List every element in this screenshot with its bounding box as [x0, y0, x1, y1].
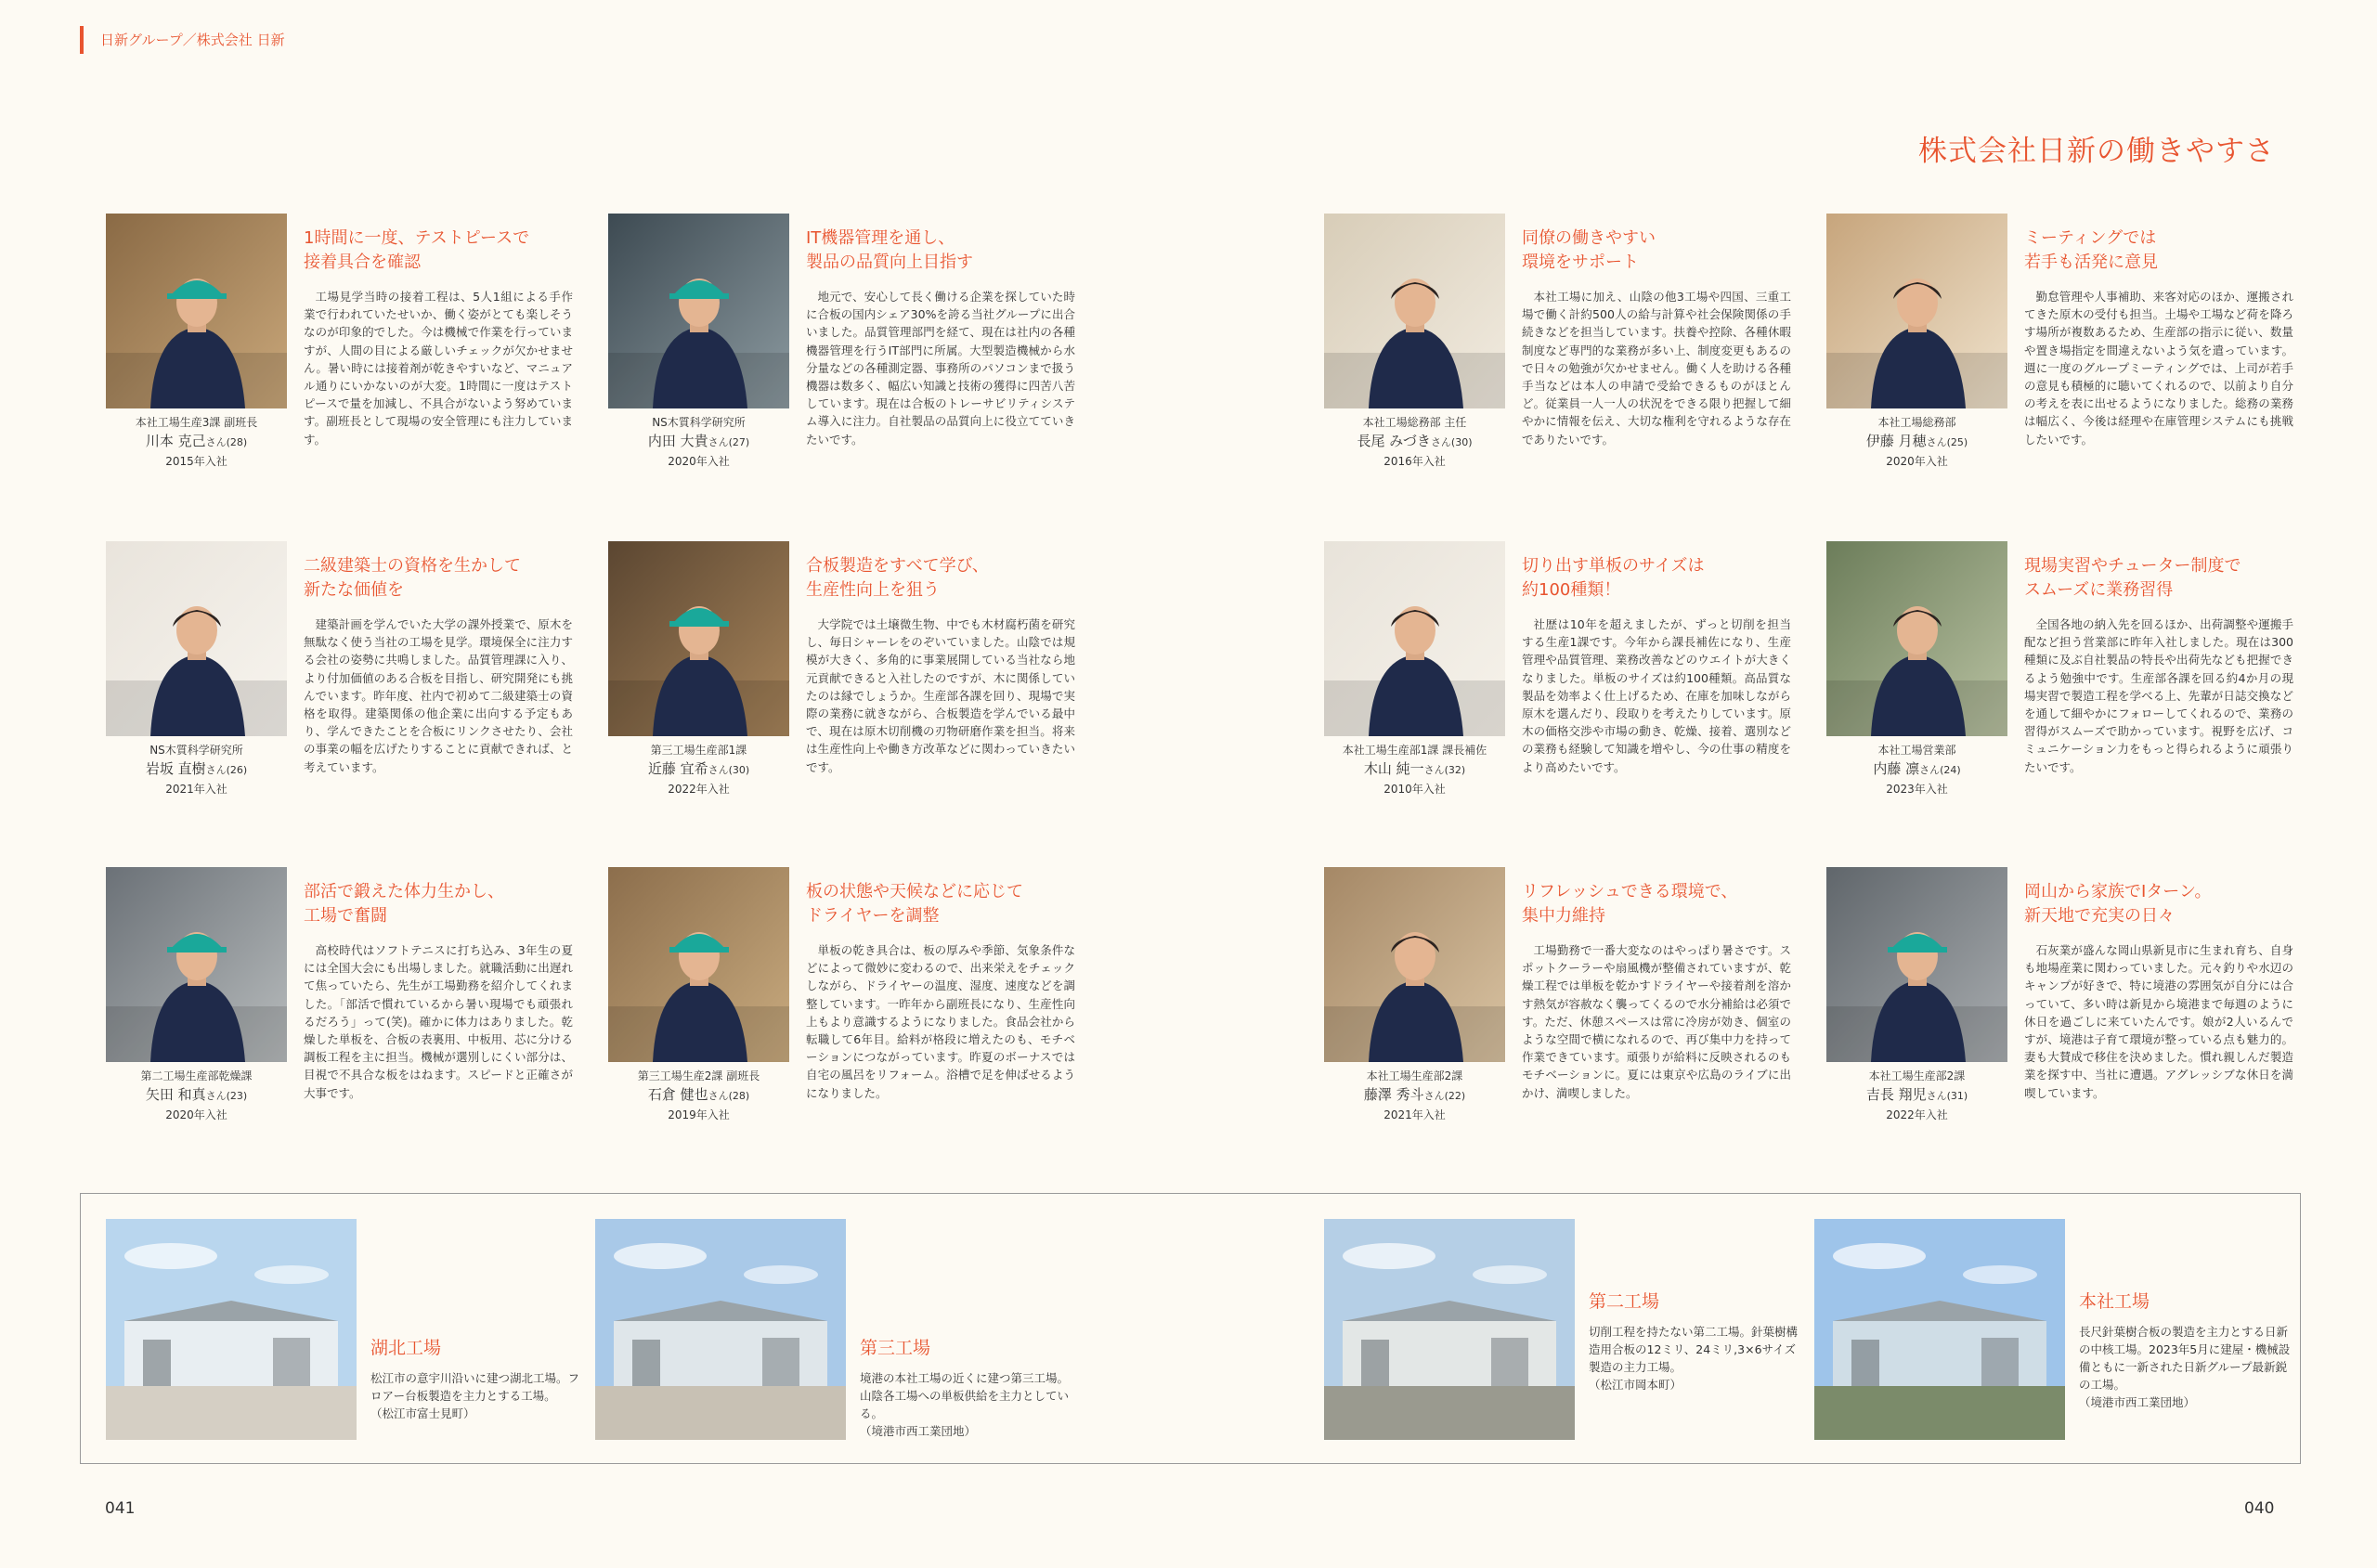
staff-age: さん(31): [1926, 1090, 1968, 1102]
facility-address: （境港市西工業団地）: [2079, 1395, 2196, 1409]
staff-info: [608, 414, 789, 470]
staff-photo: [106, 214, 287, 408]
facility-description: 切削工程を持たない第二工場。針葉樹構造用合板の12ミリ、24ミリ,3×6サイズ製造の主力工場。: [1589, 1325, 1799, 1374]
facility-address: （境港市西工業団地）: [860, 1424, 977, 1438]
staff-info: [106, 742, 287, 797]
staff-join-year: 2016年入社: [1383, 455, 1446, 468]
staff-join-year: 2020年入社: [1886, 455, 1948, 468]
staff-card: [1826, 867, 2291, 1164]
staff-card: [1826, 214, 2291, 511]
staff-heading: リフレッシュできる環境で、 集中力維持: [1522, 882, 1738, 926]
staff-photo: [106, 541, 287, 736]
staff-age: さん(32): [1423, 764, 1466, 776]
staff-name: 内藤 凛さん(24): [1873, 760, 1961, 777]
staff-join-year: 2021年入社: [1383, 1108, 1446, 1121]
facility-name: 湖北工場: [370, 1338, 442, 1358]
staff-body: 石灰業が盛んな岡山県新見市に生まれ育ち、自身も地場産業に関わっていました。元々釣りや水辺のキャンプが好きで、特に境港の雰囲気が自分には合っていて、多い時は新見から境港まで毎週のように休日を過ごしに来ていたんです。娘が2人いるんですが、境港は子育て環境が整っている点も魅力的。妻も大賛成で移住を決めました。慣れ親しんだ製造業を探す中、当社に遭遇。アグレッシブな休日を満喫しています。: [2024, 943, 2293, 1100]
staff-heading: 板の状態や天候などに応じて ドライヤーを調整: [806, 882, 1023, 926]
staff-name: 藤澤 秀斗さん(22): [1363, 1086, 1466, 1103]
facility-photo: [1324, 1219, 1575, 1440]
staff-info: [106, 414, 287, 470]
facility-description: 松江市の意宇川沿いに建つ湖北工場。フロアー台板製造を主力とする工場。: [370, 1371, 580, 1403]
facility: [1814, 1219, 2297, 1442]
staff-info: [1826, 742, 2007, 797]
staff-age: さん(28): [205, 436, 248, 448]
staff-age: さん(24): [1919, 764, 1961, 776]
staff-role: 本社工場生産部1課 課長補佐: [1342, 744, 1487, 757]
staff-name: 岩坂 直樹さん(26): [145, 760, 248, 777]
page-title: 株式会社日新の働きやすさ: [1918, 135, 2275, 168]
staff-role: 第三工場生産2課 副班長: [637, 1069, 760, 1082]
staff-body: 高校時代はソフトテニスに打ち込み、3年生の夏には全国大会にも出場しました。就職活動に出遅れて焦っていたら、先生が工場勤務を紹介してくれました。「部活で慣れているから暑い現場でも頑張れるだろう」って(笑)。確かに体力はありました。乾燥した単板を、合板の表裏用、中板用、芯に分ける調板工程を主に担当。機械が選別しにくい部分は、目視で不具合な板をはねます。スピードと正確さが大事です。: [304, 943, 573, 1100]
staff-role: NS木質科学研究所: [652, 416, 746, 429]
staff-card: [608, 867, 1075, 1164]
staff-heading: 部活で鍛えた体力生かし、 工場で奮闘: [304, 882, 504, 926]
staff-role: 第三工場生産部1課: [650, 744, 747, 757]
staff-join-year: 2020年入社: [668, 455, 730, 468]
staff-age: さん(27): [708, 436, 750, 448]
staff-card: [106, 214, 573, 511]
page-number-left: 041: [105, 1499, 136, 1518]
staff-join-year: 2015年入社: [165, 455, 227, 468]
facility-photo: [595, 1219, 846, 1440]
page-number-right: 040: [2244, 1499, 2275, 1518]
staff-name: 木山 純一さん(32): [1363, 760, 1466, 777]
staff-photo: [608, 541, 789, 736]
facility-description: 長尺針葉樹合板の製造を主力とする日新の中核工場。2023年5月に建屋・機械設備ともに一新された日新グループ最新鋭の工場。: [2079, 1325, 2291, 1392]
facility-name: 本社工場: [2079, 1291, 2150, 1312]
facility: [1324, 1219, 1807, 1442]
staff-name: 吉長 翔児さん(31): [1865, 1086, 1968, 1103]
staff-role: NS木質科学研究所: [149, 744, 243, 757]
staff-join-year: 2022年入社: [668, 783, 730, 796]
staff-join-year: 2010年入社: [1383, 783, 1446, 796]
staff-heading: 現場実習やチューター制度で スムーズに業務習得: [2024, 556, 2241, 600]
facility-description: 境港の本社工場の近くに建つ第三工場。山陰各工場への単板供給を主力としている。: [860, 1371, 1070, 1420]
staff-join-year: 2023年入社: [1886, 783, 1948, 796]
staff-info: [1324, 742, 1505, 797]
staff-info: [106, 1068, 287, 1123]
staff-role: 本社工場総務部: [1877, 416, 1956, 429]
staff-name: 伊藤 月穂さん(25): [1865, 433, 1968, 449]
staff-card: [106, 867, 573, 1164]
staff-info: [1826, 414, 2007, 470]
facility-photo: [1814, 1219, 2065, 1440]
staff-role: 本社工場生産3課 副班長: [135, 416, 258, 429]
staff-age: さん(26): [205, 764, 248, 776]
staff-name: 内田 大貴さん(27): [647, 433, 750, 449]
facility: [106, 1219, 589, 1442]
staff-join-year: 2022年入社: [1886, 1108, 1948, 1121]
staff-role: 第二工場生産部乾燥課: [140, 1069, 253, 1082]
staff-card: [608, 214, 1075, 511]
staff-heading: 二級建築士の資格を生かして 新たな価値を: [304, 556, 521, 600]
staff-heading: ミーティングでは 若手も活発に意見: [2024, 228, 2158, 272]
staff-role: 本社工場生産部2課: [1366, 1069, 1463, 1082]
staff-card: [1324, 214, 1791, 511]
staff-photo: [1324, 214, 1505, 408]
facility-name: 第三工場: [860, 1338, 931, 1358]
staff-age: さん(30): [708, 764, 750, 776]
staff-photo: [1826, 541, 2007, 736]
staff-age: さん(25): [1926, 436, 1968, 448]
staff-name: 石倉 健也さん(28): [647, 1086, 750, 1103]
staff-photo: [608, 214, 789, 408]
facility-address: （松江市岡本町）: [1589, 1378, 1682, 1392]
staff-heading: 岡山から家族でIターン。 新天地で充実の日々: [2024, 882, 2212, 926]
staff-photo: [1324, 541, 1505, 736]
staff-card: [1324, 541, 1791, 838]
staff-card: [608, 541, 1075, 838]
staff-heading: IT機器管理を通し、 製品の品質向上目指す: [806, 228, 973, 272]
facility-photo: [106, 1219, 357, 1440]
staff-card: [1826, 541, 2291, 838]
staff-info: [608, 742, 789, 797]
staff-body: 勤怠管理や人事補助、来客対応のほか、運搬されてきた原木の受付も担当。土場や工場など荷を降ろす場所が複数あるため、生産部の指示に従い、数量や置き場指定を間違えないよう気を遣っています。週に一度のグループミーティングでは、上司が若手の意見も積極的に聴いてくれるので、以前より自分の考えを表に出せるようになりました。総務の業務は幅広く、今後は経理や在庫管理システムにも挑戦したいです。: [2024, 290, 2293, 447]
staff-heading: 合板製造をすべて学び、 生産性向上を狙う: [806, 556, 989, 600]
staff-name: 矢田 和真さん(23): [145, 1086, 248, 1103]
staff-body: 全国各地の納入先を回るほか、出荷調整や運搬手配など担う営業部に昨年入社しました。現在は300種類に及ぶ自社製品の特長や出荷先なども把握できるよう勉強中です。生産部各課を回る約4か月の現場実習で製造工程を学べる上、先輩が日誌交換などを通して細やかにフォローしてくれるので、業務の習得がスムーズで助かっています。視野を広げ、コミュニケーション力をもっと得られるように頑張りたいです。: [2024, 617, 2293, 774]
facility-address: （松江市富士見町）: [370, 1406, 475, 1420]
staff-photo: [1826, 214, 2007, 408]
staff-info: [1324, 414, 1505, 470]
staff-photo: [1324, 867, 1505, 1062]
staff-photo: [106, 867, 287, 1062]
staff-age: さん(28): [708, 1090, 750, 1102]
staff-join-year: 2021年入社: [165, 783, 227, 796]
staff-name: 川本 克己さん(28): [145, 433, 248, 449]
staff-name: 近藤 宜希さん(30): [647, 760, 750, 777]
staff-body: 工場見学当時の接着工程は、5人1組による手作業で行われていたせいか、働く姿がとても楽しそうなのが印象的でした。今は機械で作業を行っていますが、人間の目による厳しいチェックが欠かせません。暑い時には接着剤が乾きやすいなど、マニュアル通りにいかないのが大変。1時間に一度はテストピースで量を加減し、不具合がないよう努めています。副班長として現場の安全管理にも注力しています。: [304, 290, 573, 447]
staff-card: [106, 541, 573, 838]
staff-body: 地元で、安心して長く働ける企業を探していた時に合板の国内シェア30%を誇る当社グループに出合いました。品質管理部門を経て、現在は社内の各種機器管理を行うIT部門に所属。大型製造機械から水分量などの各種測定器、事務所のパソコンまで扱う機器は数多く、幅広い知識と技術の獲得に四苦八苦しています。現在は合板のトレーサビリティシステム導入に注力。自社製品の品質向上に役立てていきたいです。: [806, 290, 1075, 447]
staff-role: 本社工場生産部2課: [1868, 1069, 1966, 1082]
staff-body: 単板の乾き具合は、板の厚みや季節、気象条件などによって微妙に変わるので、出来栄えをチェックしながら、ドライヤーの温度、湿度、速度などを調整しています。一昨年から副班長になり、生産性向上もより意識するようになりました。食品会社から転職して6年目。給料が格段に増えたのも、モチベーションにつながっています。昨夏のボーナスでは自宅の風呂をリフォーム。浴槽で足を伸ばせるようになりました。: [806, 943, 1075, 1100]
staff-join-year: 2020年入社: [165, 1108, 227, 1121]
staff-join-year: 2019年入社: [668, 1108, 730, 1121]
staff-age: さん(30): [1430, 436, 1473, 448]
staff-heading: 1時間に一度、テストピースで 接着具合を確認: [304, 228, 530, 272]
staff-role: 本社工場総務部 主任: [1362, 416, 1467, 429]
facility-name: 第二工場: [1589, 1291, 1660, 1312]
staff-info: [608, 1068, 789, 1123]
staff-body: 本社工場に加え、山陰の他3工場や四国、三重工場で働く計約500人の給与計算や社会保険関係の手続きなどを担当しています。扶養や控除、各種休暇制度など専門的な業務が多い上、制度変更もあるので日々の勉強が欠かせません。働く人を助ける各種手当などは本人の申請で受給できるものがほとんど。従業員一人一人の状況をできる限り把握して細やかに情報を伝え、大切な権利を守れるような存在でありたいです。: [1522, 290, 1791, 447]
staff-info: [1324, 1068, 1505, 1123]
staff-photo: [608, 867, 789, 1062]
staff-body: 工場勤務で一番大変なのはやっぱり暑さです。スポットクーラーや扇風機が整備されていますが、乾燥工程では単板を乾かすドライヤーや接着剤を溶かす熱気が容赦なく襲ってくるので水分補給は必須です。ただ、休憩スペースは常に冷房が効き、個室のような空間で横になれるので、再び集中力を持って作業できています。頑張りが給料に反映されるのもモチベーションに。夏には東京や広島のライブに出かけ、満喫しました。: [1522, 943, 1791, 1100]
staff-body: 建築計画を学んでいた大学の課外授業で、原木を無駄なく使う当社の工場を見学。環境保全に注力する会社の姿勢に共鳴しました。品質管理課に入り、より付加価値のある合板を目指し、研究開発にも挑んでいます。昨年度、社内で初めて二級建築士の資格を取得。建築関係の他企業に出向する予定もあり、学んできたことを合板にリンクさせたり、会社の事業の幅を広げたりすることに貢献できれば、と考えています。: [304, 617, 573, 774]
staff-body: 社歴は10年を超えましたが、ずっと切削を担当する生産1課です。今年から課長補佐になり、生産管理や品質管理、業務改善などのウエイトが大きくなりました。単板のサイズは約100種類。高品質な製品を効率よく仕上げるため、在庫を加味しながら原木を選んだり、段取りを考えたりしています。原木の価格交渉や市場の動き、乾燥、接着、選別などの業務も経験して知識を増やし、今の仕事の精度をより高めたいです。: [1522, 617, 1791, 774]
staff-info: [1826, 1068, 2007, 1123]
staff-role: 本社工場営業部: [1877, 744, 1956, 757]
staff-body: 大学院では土壌微生物、中でも木材腐朽菌を研究し、毎日シャーレをのぞいていました。山陰では規模が大きく、多角的に事業展開している当社なら地元貢献できると入社したのですが、木に関係していたのは縁でしょうか。生産部各課を回り、現場で実際の業務に就きながら、合板製造を学んでいる最中で、現在は原木切削機の刃物研磨作業を担当。将来は生産性向上や働き方改革などに関わっていきたいです。: [806, 617, 1075, 774]
staff-name: 長尾 みづきさん(30): [1357, 433, 1473, 449]
staff-heading: 同僚の働きやすい 環境をサポート: [1522, 228, 1656, 272]
staff-photo: [1826, 867, 2007, 1062]
staff-heading: 切り出す単板のサイズは 約100種類！: [1522, 556, 1705, 600]
staff-age: さん(23): [205, 1090, 248, 1102]
staff-card: [1324, 867, 1791, 1164]
facility: [595, 1219, 1078, 1442]
staff-age: さん(22): [1423, 1090, 1466, 1102]
breadcrumb: 日新グループ／株式会社 日新: [80, 26, 285, 54]
